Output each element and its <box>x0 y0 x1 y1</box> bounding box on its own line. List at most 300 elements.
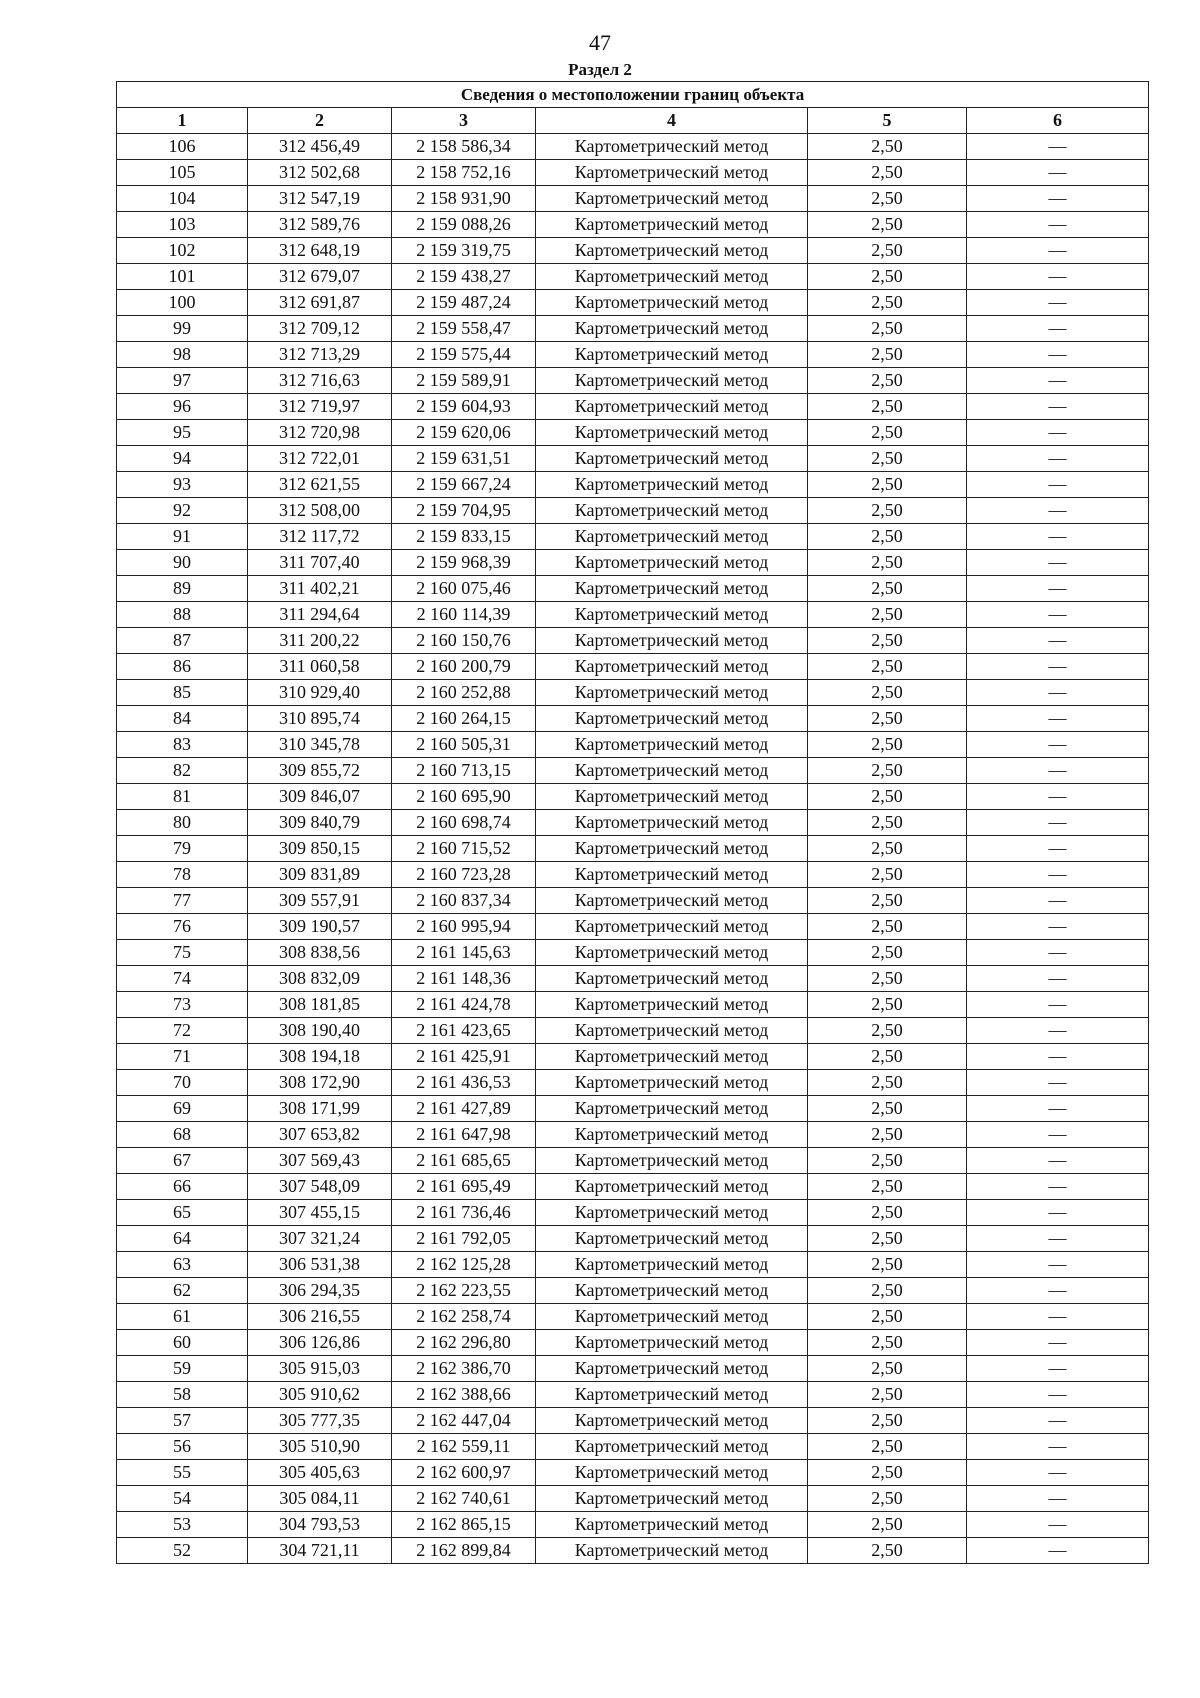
note-cell: — <box>967 654 1149 680</box>
method-cell: Картометрический метод <box>536 628 808 654</box>
point-number-cell: 89 <box>117 576 248 602</box>
point-number-cell: 99 <box>117 316 248 342</box>
section-title: Раздел 2 <box>568 60 632 79</box>
x-coordinate-cell: 312 648,19 <box>248 238 392 264</box>
method-cell: Картометрический метод <box>536 1096 808 1122</box>
accuracy-cell: 2,50 <box>808 264 967 290</box>
method-cell: Картометрический метод <box>536 888 808 914</box>
accuracy-cell: 2,50 <box>808 1460 967 1486</box>
table-row <box>117 238 1149 264</box>
y-coordinate-cell: 2 160 114,39 <box>392 602 536 628</box>
method-cell: Картометрический метод <box>536 940 808 966</box>
x-coordinate-cell: 312 502,68 <box>248 160 392 186</box>
accuracy-cell: 2,50 <box>808 758 967 784</box>
note-cell: — <box>967 992 1149 1018</box>
note-cell: — <box>967 836 1149 862</box>
note-cell: — <box>967 160 1149 186</box>
accuracy-cell: 2,50 <box>808 1356 967 1382</box>
x-coordinate-cell: 311 402,21 <box>248 576 392 602</box>
y-coordinate-cell: 2 160 505,31 <box>392 732 536 758</box>
method-cell: Картометрический метод <box>536 1408 808 1434</box>
table-row <box>117 1148 1149 1174</box>
accuracy-cell: 2,50 <box>808 524 967 550</box>
note-cell: — <box>967 342 1149 368</box>
y-coordinate-cell: 2 160 264,15 <box>392 706 536 732</box>
point-number-cell: 103 <box>117 212 248 238</box>
method-cell: Картометрический метод <box>536 1356 808 1382</box>
table-row <box>117 1252 1149 1278</box>
table-row <box>117 862 1149 888</box>
note-cell: — <box>967 576 1149 602</box>
note-cell: — <box>967 758 1149 784</box>
table-body <box>117 134 1149 1564</box>
note-cell: — <box>967 446 1149 472</box>
accuracy-cell: 2,50 <box>808 1512 967 1538</box>
point-number-cell: 59 <box>117 1356 248 1382</box>
point-number-cell: 91 <box>117 524 248 550</box>
x-coordinate-cell: 304 793,53 <box>248 1512 392 1538</box>
y-coordinate-cell: 2 160 698,74 <box>392 810 536 836</box>
point-number-cell: 74 <box>117 966 248 992</box>
accuracy-cell: 2,50 <box>808 992 967 1018</box>
x-coordinate-cell: 306 216,55 <box>248 1304 392 1330</box>
accuracy-cell: 2,50 <box>808 784 967 810</box>
accuracy-cell: 2,50 <box>808 212 967 238</box>
table-row <box>117 1200 1149 1226</box>
x-coordinate-cell: 307 548,09 <box>248 1174 392 1200</box>
y-coordinate-cell: 2 160 200,79 <box>392 654 536 680</box>
table-row <box>117 940 1149 966</box>
accuracy-cell: 2,50 <box>808 914 967 940</box>
table-row <box>117 186 1149 212</box>
table-row <box>117 394 1149 420</box>
accuracy-cell: 2,50 <box>808 1408 967 1434</box>
method-cell: Картометрический метод <box>536 472 808 498</box>
accuracy-cell: 2,50 <box>808 706 967 732</box>
method-cell: Картометрический метод <box>536 420 808 446</box>
table-row <box>117 446 1149 472</box>
note-cell: — <box>967 238 1149 264</box>
y-coordinate-cell: 2 160 150,76 <box>392 628 536 654</box>
y-coordinate-cell: 2 159 620,06 <box>392 420 536 446</box>
point-number-cell: 69 <box>117 1096 248 1122</box>
method-cell: Картометрический метод <box>536 1512 808 1538</box>
x-coordinate-cell: 312 713,29 <box>248 342 392 368</box>
point-number-cell: 105 <box>117 160 248 186</box>
x-coordinate-cell: 306 531,38 <box>248 1252 392 1278</box>
note-cell: — <box>967 1356 1149 1382</box>
method-cell: Картометрический метод <box>536 212 808 238</box>
note-cell: — <box>967 394 1149 420</box>
point-number-cell: 63 <box>117 1252 248 1278</box>
accuracy-cell: 2,50 <box>808 238 967 264</box>
note-cell: — <box>967 1512 1149 1538</box>
point-number-cell: 102 <box>117 238 248 264</box>
table-row <box>117 966 1149 992</box>
x-coordinate-cell: 307 321,24 <box>248 1226 392 1252</box>
column-number-row <box>117 108 1149 134</box>
table-row <box>117 1122 1149 1148</box>
point-number-cell: 58 <box>117 1382 248 1408</box>
column-number: 5 <box>808 108 967 134</box>
accuracy-cell: 2,50 <box>808 550 967 576</box>
y-coordinate-cell: 2 161 423,65 <box>392 1018 536 1044</box>
x-coordinate-cell: 307 569,43 <box>248 1148 392 1174</box>
y-coordinate-cell: 2 160 995,94 <box>392 914 536 940</box>
column-number: 3 <box>392 108 536 134</box>
point-number-cell: 70 <box>117 1070 248 1096</box>
accuracy-cell: 2,50 <box>808 186 967 212</box>
x-coordinate-cell: 312 508,00 <box>248 498 392 524</box>
note-cell: — <box>967 1200 1149 1226</box>
y-coordinate-cell: 2 159 704,95 <box>392 498 536 524</box>
point-number-cell: 87 <box>117 628 248 654</box>
point-number-cell: 56 <box>117 1434 248 1460</box>
accuracy-cell: 2,50 <box>808 940 967 966</box>
table-row <box>117 1538 1149 1564</box>
table-row <box>117 1304 1149 1330</box>
point-number-cell: 100 <box>117 290 248 316</box>
table-row <box>117 1278 1149 1304</box>
column-number: 4 <box>536 108 808 134</box>
method-cell: Картометрический метод <box>536 498 808 524</box>
x-coordinate-cell: 310 929,40 <box>248 680 392 706</box>
method-cell: Картометрический метод <box>536 238 808 264</box>
x-coordinate-cell: 307 455,15 <box>248 1200 392 1226</box>
point-number-cell: 53 <box>117 1512 248 1538</box>
x-coordinate-cell: 311 060,58 <box>248 654 392 680</box>
point-number-cell: 85 <box>117 680 248 706</box>
table-row <box>117 264 1149 290</box>
x-coordinate-cell: 306 294,35 <box>248 1278 392 1304</box>
method-cell: Картометрический метод <box>536 1122 808 1148</box>
y-coordinate-cell: 2 161 647,98 <box>392 1122 536 1148</box>
table-row <box>117 1070 1149 1096</box>
table-row <box>117 212 1149 238</box>
method-cell: Картометрический метод <box>536 1304 808 1330</box>
table-row <box>117 628 1149 654</box>
note-cell: — <box>967 602 1149 628</box>
accuracy-cell: 2,50 <box>808 446 967 472</box>
table-row <box>117 550 1149 576</box>
x-coordinate-cell: 312 621,55 <box>248 472 392 498</box>
accuracy-cell: 2,50 <box>808 160 967 186</box>
y-coordinate-cell: 2 159 319,75 <box>392 238 536 264</box>
point-number-cell: 72 <box>117 1018 248 1044</box>
y-coordinate-cell: 2 162 258,74 <box>392 1304 536 1330</box>
point-number-cell: 104 <box>117 186 248 212</box>
point-number-cell: 82 <box>117 758 248 784</box>
accuracy-cell: 2,50 <box>808 290 967 316</box>
note-cell: — <box>967 1174 1149 1200</box>
method-cell: Картометрический метод <box>536 446 808 472</box>
x-coordinate-cell: 305 910,62 <box>248 1382 392 1408</box>
accuracy-cell: 2,50 <box>808 1252 967 1278</box>
x-coordinate-cell: 310 895,74 <box>248 706 392 732</box>
x-coordinate-cell: 309 846,07 <box>248 784 392 810</box>
table-row <box>117 368 1149 394</box>
note-cell: — <box>967 264 1149 290</box>
accuracy-cell: 2,50 <box>808 394 967 420</box>
x-coordinate-cell: 310 345,78 <box>248 732 392 758</box>
point-number-cell: 65 <box>117 1200 248 1226</box>
x-coordinate-cell: 311 200,22 <box>248 628 392 654</box>
accuracy-cell: 2,50 <box>808 134 967 160</box>
point-number-cell: 86 <box>117 654 248 680</box>
boundary-coordinates-table <box>116 81 1149 1564</box>
y-coordinate-cell: 2 159 833,15 <box>392 524 536 550</box>
accuracy-cell: 2,50 <box>808 316 967 342</box>
accuracy-cell: 2,50 <box>808 1018 967 1044</box>
accuracy-cell: 2,50 <box>808 966 967 992</box>
note-cell: — <box>967 368 1149 394</box>
table-row <box>117 602 1149 628</box>
table-row <box>117 784 1149 810</box>
accuracy-cell: 2,50 <box>808 1174 967 1200</box>
x-coordinate-cell: 305 510,90 <box>248 1434 392 1460</box>
x-coordinate-cell: 309 190,57 <box>248 914 392 940</box>
point-number-cell: 81 <box>117 784 248 810</box>
note-cell: — <box>967 316 1149 342</box>
x-coordinate-cell: 311 707,40 <box>248 550 392 576</box>
y-coordinate-cell: 2 160 695,90 <box>392 784 536 810</box>
accuracy-cell: 2,50 <box>808 862 967 888</box>
note-cell: — <box>967 888 1149 914</box>
point-number-cell: 94 <box>117 446 248 472</box>
x-coordinate-cell: 304 721,11 <box>248 1538 392 1564</box>
point-number-cell: 93 <box>117 472 248 498</box>
note-cell: — <box>967 706 1149 732</box>
table-row <box>117 472 1149 498</box>
point-number-cell: 60 <box>117 1330 248 1356</box>
method-cell: Картометрический метод <box>536 576 808 602</box>
accuracy-cell: 2,50 <box>808 628 967 654</box>
x-coordinate-cell: 312 716,63 <box>248 368 392 394</box>
table-row <box>117 1408 1149 1434</box>
x-coordinate-cell: 305 405,63 <box>248 1460 392 1486</box>
note-cell: — <box>967 1278 1149 1304</box>
method-cell: Картометрический метод <box>536 1200 808 1226</box>
table-row <box>117 134 1149 160</box>
note-cell: — <box>967 628 1149 654</box>
method-cell: Картометрический метод <box>536 758 808 784</box>
method-cell: Картометрический метод <box>536 810 808 836</box>
method-cell: Картометрический метод <box>536 264 808 290</box>
accuracy-cell: 2,50 <box>808 1044 967 1070</box>
note-cell: — <box>967 1304 1149 1330</box>
accuracy-cell: 2,50 <box>808 836 967 862</box>
note-cell: — <box>967 1486 1149 1512</box>
note-cell: — <box>967 1018 1149 1044</box>
y-coordinate-cell: 2 161 436,53 <box>392 1070 536 1096</box>
table-row <box>117 342 1149 368</box>
point-number-cell: 52 <box>117 1538 248 1564</box>
y-coordinate-cell: 2 162 296,80 <box>392 1330 536 1356</box>
method-cell: Картометрический метод <box>536 784 808 810</box>
point-number-cell: 62 <box>117 1278 248 1304</box>
x-coordinate-cell: 308 838,56 <box>248 940 392 966</box>
table-row <box>117 1460 1149 1486</box>
table-row <box>117 914 1149 940</box>
y-coordinate-cell: 2 161 425,91 <box>392 1044 536 1070</box>
point-number-cell: 57 <box>117 1408 248 1434</box>
method-cell: Картометрический метод <box>536 134 808 160</box>
y-coordinate-cell: 2 159 604,93 <box>392 394 536 420</box>
point-number-cell: 68 <box>117 1122 248 1148</box>
point-number-cell: 83 <box>117 732 248 758</box>
note-cell: — <box>967 1252 1149 1278</box>
y-coordinate-cell: 2 160 723,28 <box>392 862 536 888</box>
point-number-cell: 98 <box>117 342 248 368</box>
x-coordinate-cell: 305 777,35 <box>248 1408 392 1434</box>
table-row <box>117 706 1149 732</box>
note-cell: — <box>967 290 1149 316</box>
method-cell: Картометрический метод <box>536 290 808 316</box>
y-coordinate-cell: 2 161 424,78 <box>392 992 536 1018</box>
x-coordinate-cell: 309 557,91 <box>248 888 392 914</box>
x-coordinate-cell: 311 294,64 <box>248 602 392 628</box>
note-cell: — <box>967 1382 1149 1408</box>
x-coordinate-cell: 309 840,79 <box>248 810 392 836</box>
note-cell: — <box>967 1408 1149 1434</box>
y-coordinate-cell: 2 159 438,27 <box>392 264 536 290</box>
table-row <box>117 888 1149 914</box>
y-coordinate-cell: 2 159 667,24 <box>392 472 536 498</box>
y-coordinate-cell: 2 162 559,11 <box>392 1434 536 1460</box>
note-cell: — <box>967 1122 1149 1148</box>
table-row <box>117 836 1149 862</box>
note-cell: — <box>967 1044 1149 1070</box>
y-coordinate-cell: 2 160 075,46 <box>392 576 536 602</box>
y-coordinate-cell: 2 162 740,61 <box>392 1486 536 1512</box>
column-number: 6 <box>967 108 1149 134</box>
point-number-cell: 95 <box>117 420 248 446</box>
table-row <box>117 1018 1149 1044</box>
note-cell: — <box>967 1330 1149 1356</box>
method-cell: Картометрический метод <box>536 316 808 342</box>
point-number-cell: 106 <box>117 134 248 160</box>
point-number-cell: 77 <box>117 888 248 914</box>
note-cell: — <box>967 862 1149 888</box>
y-coordinate-cell: 2 158 931,90 <box>392 186 536 212</box>
method-cell: Картометрический метод <box>536 654 808 680</box>
y-coordinate-cell: 2 159 088,26 <box>392 212 536 238</box>
accuracy-cell: 2,50 <box>808 1096 967 1122</box>
accuracy-cell: 2,50 <box>808 1200 967 1226</box>
x-coordinate-cell: 309 850,15 <box>248 836 392 862</box>
accuracy-cell: 2,50 <box>808 420 967 446</box>
table-row <box>117 1096 1149 1122</box>
method-cell: Картометрический метод <box>536 1148 808 1174</box>
note-cell: — <box>967 784 1149 810</box>
accuracy-cell: 2,50 <box>808 472 967 498</box>
accuracy-cell: 2,50 <box>808 1148 967 1174</box>
table-row <box>117 680 1149 706</box>
accuracy-cell: 2,50 <box>808 368 967 394</box>
table-row <box>117 1226 1149 1252</box>
method-cell: Картометрический метод <box>536 1382 808 1408</box>
x-coordinate-cell: 305 915,03 <box>248 1356 392 1382</box>
method-cell: Картометрический метод <box>536 602 808 628</box>
y-coordinate-cell: 2 162 899,84 <box>392 1538 536 1564</box>
accuracy-cell: 2,50 <box>808 1278 967 1304</box>
note-cell: — <box>967 1460 1149 1486</box>
y-coordinate-cell: 2 162 386,70 <box>392 1356 536 1382</box>
note-cell: — <box>967 420 1149 446</box>
note-cell: — <box>967 472 1149 498</box>
y-coordinate-cell: 2 161 427,89 <box>392 1096 536 1122</box>
table-row <box>117 758 1149 784</box>
note-cell: — <box>967 498 1149 524</box>
y-coordinate-cell: 2 161 792,05 <box>392 1226 536 1252</box>
y-coordinate-cell: 2 162 125,28 <box>392 1252 536 1278</box>
method-cell: Картометрический метод <box>536 836 808 862</box>
x-coordinate-cell: 312 691,87 <box>248 290 392 316</box>
note-cell: — <box>967 1096 1149 1122</box>
y-coordinate-cell: 2 161 736,46 <box>392 1200 536 1226</box>
method-cell: Картометрический метод <box>536 186 808 212</box>
method-cell: Картометрический метод <box>536 1252 808 1278</box>
y-coordinate-cell: 2 160 713,15 <box>392 758 536 784</box>
y-coordinate-cell: 2 162 600,97 <box>392 1460 536 1486</box>
x-coordinate-cell: 307 653,82 <box>248 1122 392 1148</box>
point-number-cell: 54 <box>117 1486 248 1512</box>
y-coordinate-cell: 2 159 631,51 <box>392 446 536 472</box>
table-row <box>117 1330 1149 1356</box>
method-cell: Картометрический метод <box>536 524 808 550</box>
accuracy-cell: 2,50 <box>808 654 967 680</box>
accuracy-cell: 2,50 <box>808 1070 967 1096</box>
point-number-cell: 92 <box>117 498 248 524</box>
x-coordinate-cell: 308 194,18 <box>248 1044 392 1070</box>
accuracy-cell: 2,50 <box>808 1330 967 1356</box>
point-number-cell: 101 <box>117 264 248 290</box>
table-row <box>117 316 1149 342</box>
note-cell: — <box>967 914 1149 940</box>
accuracy-cell: 2,50 <box>808 602 967 628</box>
method-cell: Картометрический метод <box>536 160 808 186</box>
method-cell: Картометрический метод <box>536 1278 808 1304</box>
page-number: 47 <box>589 30 611 55</box>
point-number-cell: 84 <box>117 706 248 732</box>
point-number-cell: 97 <box>117 368 248 394</box>
table-caption: Сведения о местоположении границ объекта <box>117 82 1149 108</box>
table-row <box>117 992 1149 1018</box>
method-cell: Картометрический метод <box>536 1226 808 1252</box>
method-cell: Картометрический метод <box>536 992 808 1018</box>
method-cell: Картометрический метод <box>536 1434 808 1460</box>
method-cell: Картометрический метод <box>536 732 808 758</box>
method-cell: Картометрический метод <box>536 1044 808 1070</box>
y-coordinate-cell: 2 162 388,66 <box>392 1382 536 1408</box>
table-row <box>117 498 1149 524</box>
x-coordinate-cell: 305 084,11 <box>248 1486 392 1512</box>
note-cell: — <box>967 1434 1149 1460</box>
accuracy-cell: 2,50 <box>808 810 967 836</box>
point-number-cell: 61 <box>117 1304 248 1330</box>
method-cell: Картометрический метод <box>536 966 808 992</box>
point-number-cell: 88 <box>117 602 248 628</box>
method-cell: Картометрический метод <box>536 1018 808 1044</box>
method-cell: Картометрический метод <box>536 342 808 368</box>
point-number-cell: 64 <box>117 1226 248 1252</box>
note-cell: — <box>967 1148 1149 1174</box>
table-row <box>117 420 1149 446</box>
method-cell: Картометрический метод <box>536 1070 808 1096</box>
accuracy-cell: 2,50 <box>808 1434 967 1460</box>
note-cell: — <box>967 1226 1149 1252</box>
table-row <box>117 524 1149 550</box>
